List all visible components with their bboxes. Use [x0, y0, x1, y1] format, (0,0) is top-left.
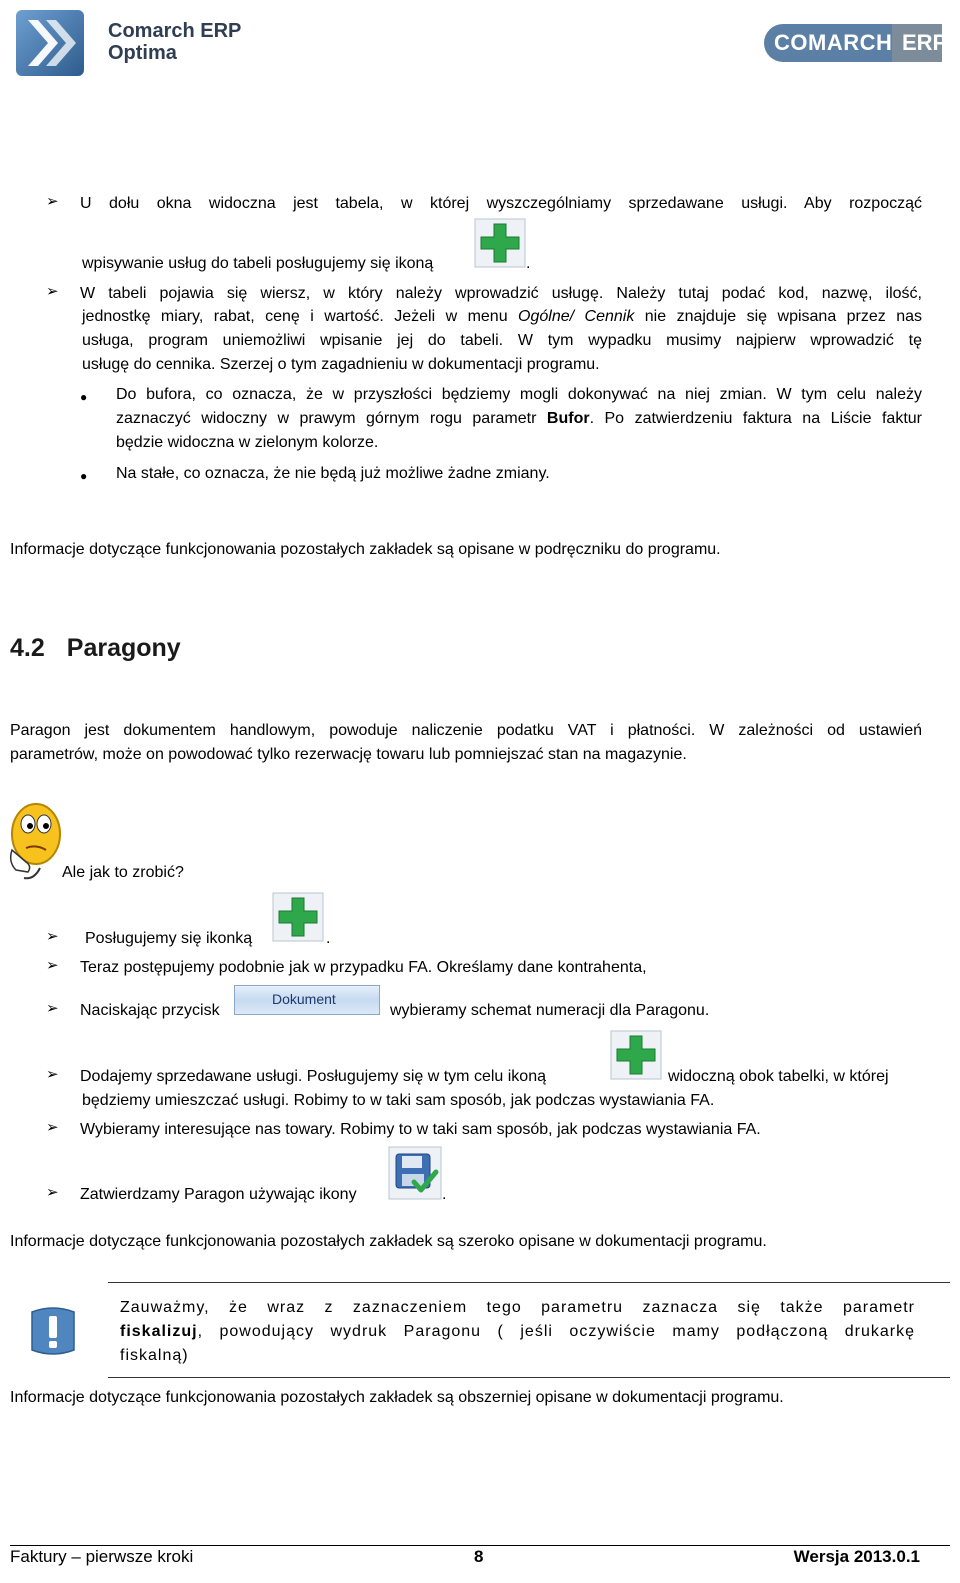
item1-line1: U dołu okna widoczna jest tabela, w której wyszczególniamy sprzedawane usługi. Aby rozpocząć [80, 195, 922, 212]
item1-text: wpisywanie usług do tabeli posługujemy się ikoną [82, 255, 434, 272]
comarch-erp-brand-logo [764, 24, 948, 62]
item2-line4: usługę do cennika. Szerzej o tym zagadnieniu w dokumentacji programu. [82, 356, 600, 373]
item1-end: . [526, 255, 531, 272]
step6-end: . [442, 1186, 447, 1203]
note-top-divider [108, 1282, 950, 1283]
brand-logo-suffix: ERP [902, 30, 948, 55]
info-paragraph-2: Informacje dotyczące funkcjonowania pozostałych zakładek są szeroko opisane w dokumentacji programu. [10, 1233, 767, 1250]
bullet1-text: zaznaczyć widoczny w prawym górnym rogu parametr [116, 410, 547, 427]
arrow-bullet-icon: ➢ [46, 928, 59, 945]
step1-text: Posługujemy się ikonką [85, 930, 253, 947]
bufor-param: Bufor [546, 410, 590, 427]
item2-line3-text2: W tym wypadku musimy najpierw wprowadzić tę [503, 332, 923, 349]
step4-text3: będziemy umieszczać usługi. Robimy to w taki sam sposób, jak podczas wystawiania FA. [82, 1092, 715, 1109]
step3-text: Naciskając przycisk [80, 1002, 220, 1019]
save-confirm-icon [388, 1146, 442, 1200]
info-paragraph-3: Informacje dotyczące funkcjonowania pozostałych zakładek są obszerniej opisane w dokumentacji programu. [10, 1389, 784, 1406]
green-plus-icon [272, 892, 324, 942]
brand-logo-text: COMARCH [774, 30, 893, 55]
item2-line3 [82, 329, 922, 353]
arrow-bullet-icon: ➢ [46, 193, 59, 210]
footer-divider [10, 1545, 950, 1546]
item2-line2 [82, 305, 922, 329]
arrow-bullet-icon: ➢ [46, 1000, 59, 1017]
green-plus-icon [610, 1030, 662, 1080]
product-name-line2: Optima [108, 42, 177, 64]
arrow-bullet-icon: ➢ [46, 1184, 59, 1201]
item1-line2 [82, 252, 433, 276]
step3-text2: wybieramy schemat numeracji dla Paragonu. [390, 1002, 710, 1019]
bullet1-line3: będzie widoczna w zielonym kolorze. [116, 434, 379, 451]
fiskalizuj-param: fiskalizuj [120, 1323, 198, 1340]
exclamation-icon [28, 1304, 78, 1358]
dokument-button[interactable] [234, 985, 380, 1015]
note-line2-text: , powodujący wydruk Paragonu ( jeśli oczywiście mamy podłączoną drukarkę [197, 1323, 915, 1340]
note-bottom-divider [108, 1377, 950, 1378]
page-number: 8 [474, 1547, 484, 1566]
intro-line2: parametrów, może on powodować tylko rezerwację towaru lub pomniejszać stan na magazynie. [10, 746, 687, 763]
step5-text: Wybieramy interesujące nas towary. Robimy to w taki sam sposób, jak podczas wystawiania FA. [80, 1121, 761, 1138]
intro-line1: Paragon jest dokumentem handlowym, powoduje naliczenie podatku VAT i płatności. W zależności od ustawień [10, 722, 922, 739]
step4-text: Dodajemy sprzedawane usługi. Posługujemy się w tym celu ikoną [80, 1068, 546, 1085]
thinking-smiley-icon [6, 800, 62, 882]
note-line3: fiskalną) [120, 1347, 189, 1364]
dot-bullet-icon: ● [80, 469, 88, 483]
note-line1: Zauważmy, że wraz z zaznaczeniem tego parametru zaznacza się także parametr [120, 1299, 915, 1316]
product-name-line1: Comarch ERP [108, 20, 242, 42]
footer-title: Faktury – pierwsze kroki [10, 1547, 194, 1566]
item2-line1: W tabeli pojawia się wiersz, w który należy wprowadzić usługę. Należy tutaj podać kod, nazwę, ilość, [80, 285, 922, 302]
product-name [108, 20, 241, 64]
bullet2-line: Na stałe, co oznacza, że nie będą już możliwe żadne zmiany. [116, 465, 550, 482]
item2-line2-text2: Jeżeli w menu [383, 308, 519, 325]
comarch-optima-logo-icon [14, 8, 86, 78]
question-text: Ale jak to zrobić? [62, 864, 184, 881]
item2-line2-text: jednostkę miary, rabat, cenę i wartość. [82, 308, 384, 325]
heading-number: 4.2 [10, 634, 45, 662]
bullet1-line1: Do bufora, co oznacza, że w przyszłości będziemy mogli dokonywać na niej zmian. W tym celu należy [116, 386, 922, 403]
arrow-bullet-icon: ➢ [46, 283, 59, 300]
note-line2 [120, 1320, 915, 1344]
heading-title: Paragony [66, 634, 181, 662]
bullet1-text2: . Po zatwierdzeniu faktura na Liście faktur [589, 410, 922, 427]
step2-text: Teraz postępujemy podobnie jak w przypadku FA. Określamy dane kontrahenta, [80, 959, 647, 976]
dokument-button-label: Dokument [272, 991, 336, 1007]
step6-text: Zatwierdzamy Paragon używając ikony [80, 1186, 357, 1203]
item2-line2-text3: nie znajduje się wpisana przez nas [634, 308, 923, 325]
item2-line3-text: usługa, program uniemożliwi wpisanie jej do tabeli. [82, 332, 504, 349]
arrow-bullet-icon: ➢ [46, 957, 59, 974]
green-plus-icon [474, 218, 526, 268]
footer-version: Wersja 2013.0.1 [793, 1547, 920, 1566]
menu-path: Ogólne/ Cennik [518, 308, 635, 325]
step4-text2: widoczną obok tabelki, w której [668, 1068, 889, 1085]
section-heading [10, 634, 181, 663]
arrow-bullet-icon: ➢ [46, 1119, 59, 1136]
info-paragraph-1: Informacje dotyczące funkcjonowania pozostałych zakładek są opisane w podręczniku do programu. [10, 541, 721, 558]
step1-end: . [326, 930, 331, 947]
bullet1-line2 [116, 407, 922, 431]
dot-bullet-icon: ● [80, 390, 88, 404]
arrow-bullet-icon: ➢ [46, 1066, 59, 1083]
